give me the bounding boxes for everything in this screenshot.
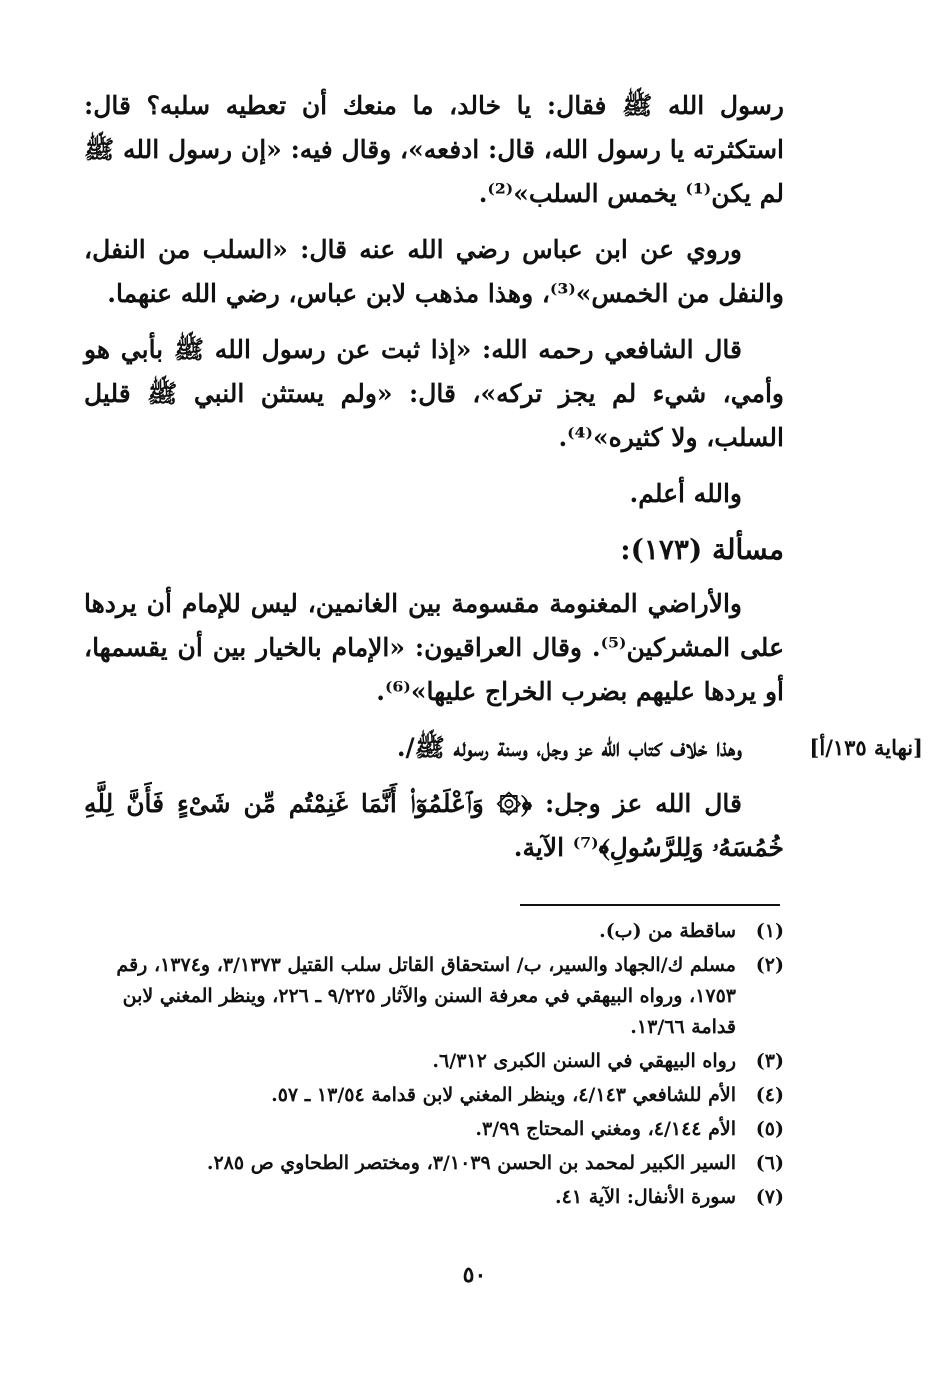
footnote-item [84, 916, 784, 947]
footnote-item [84, 1182, 784, 1213]
footnote-text: رواه البيهقي في السنن الكبرى ٦/٣١٢. [432, 1050, 736, 1072]
manuscript-margin-note: [نهاية ١٣٥/أ] [809, 735, 923, 760]
issue-heading: مسألة (١٧٣): [620, 533, 784, 566]
footnote-number: (١) [755, 920, 784, 942]
paragraph-6: وهذا خلاف كتاب الله عز وجل، وسنة رسوله ﷺ/. [396, 733, 742, 762]
footnote-text: سورة الأنفال: الآية ٤١. [555, 1186, 736, 1208]
footnote-number: (٢) [755, 954, 784, 976]
footnote-number: (٦) [755, 1152, 784, 1174]
paragraph-5: والأراضي المغنومة مقسومة بين الغانمين، ليس للإمام أن يردها على المشركين⁽⁵⁾. وقال العراقيون: «الإمام بالخيار بين أن يقسمها، أو يردها عليهم بضرب الخراج عليها»⁽⁶⁾. [84, 589, 784, 706]
paragraph-1: رسول الله ﷺ فقال: يا خالد، ما منعك أن تعطيه سلبه؟ قال: استكثرته يا رسول الله، قال: ادفعه»، وقال فيه: «إن رسول الله ﷺ لم يكن⁽¹⁾ يخمس السلب»⁽²⁾. [84, 91, 785, 208]
footnote-number: (٣) [755, 1050, 784, 1072]
page-number: ٥٠ [462, 1262, 487, 1288]
footnote-item [84, 1080, 784, 1111]
paragraph-3: قال الشافعي رحمه الله: «إذا ثبت عن رسول الله ﷺ بأبي هو وأمي، شيء لم يجز تركه»، قال: «ولم يستثن النبي ﷺ قليل السلب، ولا كثيره»⁽⁴⁾. [84, 335, 784, 452]
footnote-number: (٧) [755, 1186, 784, 1208]
main-text [84, 84, 784, 882]
footnote-item [84, 950, 784, 1043]
footnote-item [84, 1148, 784, 1179]
footnote-divider [520, 904, 780, 906]
footnote-item [84, 1046, 784, 1077]
footnote-text: الأم للشافعي ٤/١٤٣، وينظر المغني لابن قدامة ١٣/٥٤ ـ ٥٧. [271, 1084, 736, 1106]
footnote-text: ساقطة من (ب). [599, 920, 736, 942]
footnote-number: (٥) [755, 1118, 784, 1140]
footnote-item [84, 1114, 784, 1145]
footnotes [84, 916, 784, 1216]
footnote-text: الأم ٤/١٤٤، ومغني المحتاج ٣/٩٩. [475, 1118, 736, 1140]
footnote-text: السير الكبير لمحمد بن الحسن ٣/١٠٣٩، ومختصر الطحاوي ص ٢٨٥. [206, 1152, 736, 1174]
paragraph-2: وروي عن ابن عباس رضي الله عنه قال: «السلب من النفل، والنفل من الخمس»⁽³⁾، وهذا مذهب لابن عباس، رضي الله عنهما. [84, 235, 784, 308]
footnote-number: (٤) [755, 1084, 784, 1106]
paragraph-4: والله أعلم. [629, 479, 742, 508]
paragraph-7-quran-verse: قال الله عز وجل: ﴿۞ وَٱعْلَمُوٓا۟ أَنَّمَا غَنِمْتُم مِّن شَىْءٍ فَأَنَّ لِلَّهِ خُمُسَهُۥ وَلِلرَّسُولِ﴾⁽⁷⁾ الآية. [84, 789, 784, 862]
footnote-text: مسلم ك/الجهاد والسير، ب/ استحقاق القاتل سلب القتيل ٣/١٣٧٣، و١٣٧٤، رقم ١٧٥٣، ورواه البيهقي في معرفة السنن والآثار ٩/٢٢٥ ـ ٢٢٦، وينظر المغني لابن قدامة ١٣/٦٦. [116, 954, 736, 1038]
